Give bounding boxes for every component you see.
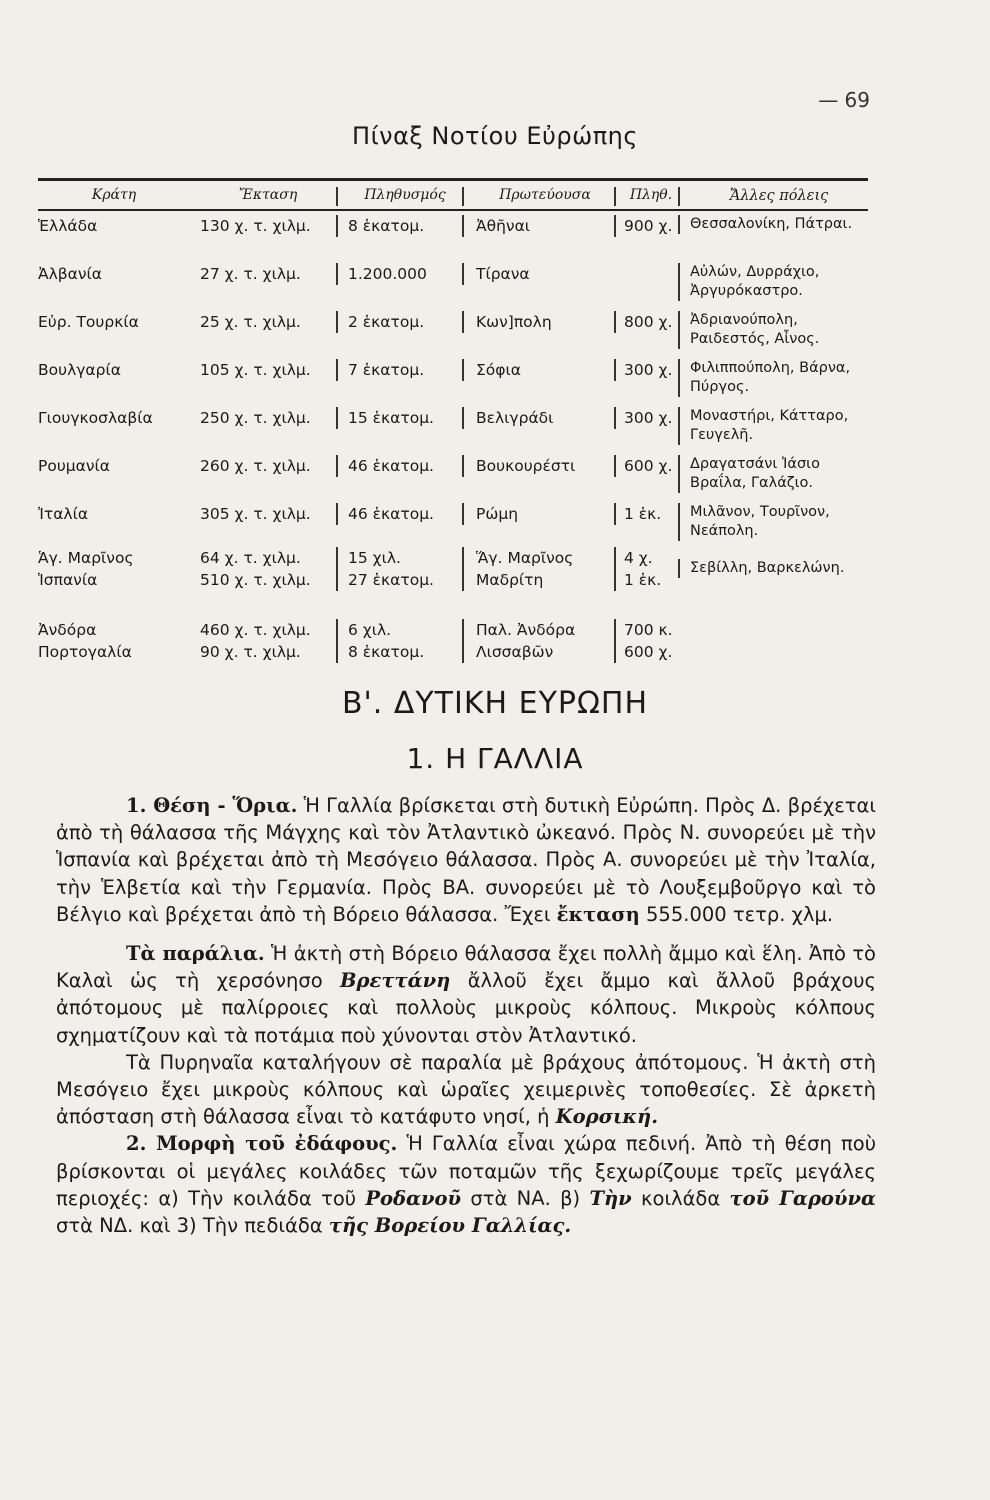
- cell-population: 1.200.000: [336, 263, 462, 285]
- emphasis-text: Βρεττάνη: [340, 969, 451, 993]
- paragraph-pyrenees: [56, 1049, 876, 1131]
- cell-country: Εὐρ. Τουρκία: [38, 313, 139, 331]
- paragraph-text: κοιλάδα: [631, 1186, 730, 1210]
- cell-other-cities: Ἀδριανούπολη, Ραιδεστός, Αἶνος.: [678, 311, 868, 349]
- paragraph-text: Τὰ Πυρηναῖα καταλήγουν σὲ παραλία μὲ βράχους ἀπότομους. Ἡ ἀκτὴ στὴ Μεσόγειο ἔχει μικροὺς κόλπους καὶ ὡραῖες χειμερινὲς τοποθεσίες. Σὲ ἀρκετὴ ἀπόσταση στὴ θάλασσα εἶναι τὸ κατάφυτο νησί, ἡ: [56, 1050, 876, 1129]
- cell-country: Ἱσπανία: [38, 571, 98, 589]
- subsection-title: 1. Η ΓΑΛΛΙΑ: [406, 742, 584, 775]
- countries-table: [38, 178, 868, 663]
- cell-country: Ἀνδόρα: [38, 621, 97, 639]
- cell-other-cities: Μοναστήρι, Κάτταρο, Γευγελῆ.: [678, 407, 868, 445]
- cell-other-cities: Δραγατσάνι Ἰάσιο Βραΐλα, Γαλάζιο.: [678, 455, 868, 493]
- paragraph-text: Ἡ Γαλλία εἶναι χώρα πεδινή. Ἀπὸ τὴ θέση ποὺ βρίσκονται οἱ μεγάλες κοιλάδες τῶν ποταμῶν τῆς ξεχωρίζουμε τρεῖς μεγάλες περιοχές: α) Τὴν κοιλάδα τοῦ: [56, 1132, 876, 1210]
- cell-area: 90 χ. τ. χιλμ.: [200, 643, 301, 661]
- page-number: — 69: [818, 88, 870, 112]
- cell-country: Βουλγαρία: [38, 361, 121, 379]
- cell-population: 15 χιλ.: [336, 547, 462, 569]
- cell-other-cities: Φιλιππούπολη, Βάρνα, Πύργος.: [678, 359, 868, 397]
- emphasis-text: ἔκταση: [556, 902, 640, 926]
- cell-capital-population: 300 χ.: [614, 407, 678, 429]
- table-row: [38, 560, 868, 619]
- paragraph-text: στὰ ΝΔ. καὶ 3) Τὴν πεδιάδα: [56, 1214, 329, 1238]
- cell-area: 105 χ. τ. χιλμ.: [200, 361, 311, 379]
- cell-population: 15 ἑκατομ.: [336, 407, 462, 429]
- cell-country: Πορτογαλία: [38, 643, 132, 661]
- table-row: [38, 211, 868, 259]
- cell-capital-population: 900 χ.: [614, 215, 678, 237]
- cell-country: Ἰταλία: [38, 505, 89, 523]
- table-header: [38, 187, 868, 211]
- cell-capital-population: 700 κ.: [614, 619, 678, 641]
- paragraph-text: 555.000 τετρ. χλμ.: [639, 902, 834, 926]
- header-other-cities: Ἄλλες πόλεις: [678, 187, 868, 206]
- paragraph-position-borders: [56, 792, 876, 928]
- cell-capital: Ρώμη: [462, 503, 614, 525]
- cell-population: 46 ἑκατομ.: [336, 455, 462, 477]
- cell-population: 8 ἑκατομ.: [336, 641, 462, 663]
- cell-capital-population: 600 χ.: [614, 641, 678, 663]
- cell-area: 64 χ. τ. χιλμ.: [200, 549, 301, 567]
- paragraph-coasts: [56, 940, 876, 1049]
- cell-capital: Βελιγράδι: [462, 407, 614, 429]
- header-capital: Πρωτεύουσα: [462, 187, 614, 206]
- cell-capital: Μαδρίτη: [462, 569, 614, 591]
- paragraph-heading: Τὰ παράλια.: [126, 942, 265, 966]
- cell-other-cities: Μιλᾶνον, Τουρῖνον, Νεάπολη.: [678, 503, 868, 541]
- table-body: [38, 211, 868, 663]
- paragraph-heading: 2. Μορφὴ τοῦ ἐδάφους.: [126, 1132, 398, 1156]
- cell-capital: Κων]πολη: [462, 311, 614, 333]
- paragraph-heading: 1. Θέση - Ὅρια.: [126, 794, 298, 817]
- table-row: [38, 641, 868, 663]
- cell-capital: Βουκουρέστι: [462, 455, 614, 477]
- emphasis-text: Κορσική.: [555, 1105, 658, 1129]
- cell-country: Ρουμανία: [38, 457, 110, 475]
- cell-capital-population: 1 ἑκ.: [614, 569, 678, 591]
- cell-other-cities: Αὐλών, Δυρράχιο, Ἀργυρόκαστρο.: [678, 263, 868, 301]
- emphasis-text: Ροδανοῦ: [365, 1186, 462, 1210]
- cell-population: 8 ἑκατομ.: [336, 215, 462, 237]
- cell-country: Ἁγ. Μαρῖνος: [38, 549, 134, 567]
- cell-population: 7 ἑκατομ.: [336, 359, 462, 381]
- header-population: Πληθυσμός: [336, 187, 462, 206]
- cell-capital: Παλ. Ἀνδόρα: [462, 619, 614, 641]
- cell-area: 510 χ. τ. χιλμ.: [200, 571, 311, 589]
- cell-country: Ἑλλάδα: [38, 217, 98, 235]
- emphasis-text: τοῦ Γαρούνα: [729, 1186, 876, 1210]
- cell-country: Ἀλβανία: [38, 265, 103, 283]
- cell-other-cities: Σεβίλλη, Βαρκελώνη.: [678, 559, 868, 578]
- cell-area: 27 χ. τ. χιλμ.: [200, 265, 301, 283]
- cell-other-cities: Θεσσαλονίκη, Πάτραι.: [678, 215, 868, 234]
- paragraph-text: Ἡ Γαλλία βρίσκεται στὴ δυτικὴ Εὐρώπη. Πρὸς Δ. βρέχεται ἀπὸ τὴ θάλασσα τῆς Μάγχης καὶ τὸν Ἀτλαντικὸ ὠκεανό. Πρὸς Ν. συνορεύει μὲ τὴν Ἱσπανία καὶ βρέχεται ἀπὸ τὴ Μεσόγειο θάλασσα. Πρὸς Α. συνορεύει μὲ τὴν Ἰταλία, τὴν Ἑλβετία καὶ τὴν Γερμανία. Πρὸς ΒΑ. συνορεύει μὲ τὸ Λουξεμβοῦργο καὶ τὸ Βέλγιο καὶ βρέχεται ἀπὸ τὴ Βόρειο θάλασσα. Ἔχει: [56, 794, 876, 926]
- header-country: Κράτη: [91, 187, 137, 203]
- table-row: [38, 451, 868, 499]
- section-title: Β'. ΔΥΤΙΚΗ ΕΥΡΩΠΗ: [341, 686, 649, 721]
- cell-area: 25 χ. τ. χιλμ.: [200, 313, 301, 331]
- paragraph-text: στὰ ΝΑ. β): [461, 1186, 590, 1210]
- cell-population: 6 χιλ.: [336, 619, 462, 641]
- paragraph-text: ἄλλοῦ ἔχει ἄμμο καὶ ἄλλοῦ βράχους ἀπότομους μὲ παλίρροιες καὶ πολλοὺς μικροὺς κόλπους. Μικροὺς κόλπους σχηματίζουν καὶ τὰ ποτάμια ποὺ χύνονται στὸν Ἀτλαντικό.: [56, 969, 876, 1047]
- cell-capital-population: 4 χ.: [614, 547, 678, 569]
- cell-capital-population: 800 χ.: [614, 311, 678, 333]
- table-title: Πίναξ Νοτίου Εὐρώπης: [352, 122, 638, 150]
- emphasis-text: τῆς Βορείου Γαλλίας.: [328, 1214, 572, 1238]
- emphasis-text: Τὴν: [589, 1186, 632, 1210]
- cell-area: 250 χ. τ. χιλμ.: [200, 409, 311, 427]
- cell-capital: Λισσαβῶν: [462, 641, 614, 663]
- cell-capital: Τίρανα: [462, 263, 614, 285]
- cell-area: 305 χ. τ. χιλμ.: [200, 505, 311, 523]
- table-row: [38, 619, 868, 641]
- cell-area: 260 χ. τ. χιλμ.: [200, 457, 311, 475]
- paragraph-text: Ἡ ἀκτὴ στὴ Βόρειο θάλασσα ἔχει πολλὴ ἄμμο καὶ ἕλη. Ἀπὸ τὸ Καλαὶ ὡς τὴ χερσόνησο: [56, 942, 876, 993]
- cell-population: 46 ἑκατομ.: [336, 503, 462, 525]
- cell-population: 2 ἑκατομ.: [336, 311, 462, 333]
- table-row: [38, 355, 868, 403]
- cell-capital-population: 300 χ.: [614, 359, 678, 381]
- body-text: [56, 792, 876, 1239]
- cell-capital: Ἅγ. Μαρῖνος: [462, 547, 614, 569]
- cell-capital: Σόφια: [462, 359, 614, 381]
- table-row: [38, 403, 868, 451]
- header-area: Ἔκταση: [238, 187, 298, 203]
- cell-country: Γιουγκοσλαβία: [38, 409, 153, 427]
- table-row: [38, 499, 868, 547]
- cell-capital: Ἀθῆναι: [462, 215, 614, 237]
- table-row: [38, 307, 868, 355]
- table-top-rule: [38, 178, 868, 181]
- cell-area: 460 χ. τ. χιλμ.: [200, 621, 311, 639]
- cell-capital-population: 1 ἑκ.: [614, 503, 678, 525]
- table-row: [38, 259, 868, 307]
- header-capital-population: Πληθ.: [614, 187, 678, 206]
- cell-capital-population: 600 χ.: [614, 455, 678, 477]
- paragraph-terrain: [56, 1130, 876, 1239]
- cell-population: 27 ἑκατομ.: [336, 569, 462, 591]
- cell-area: 130 χ. τ. χιλμ.: [200, 217, 311, 235]
